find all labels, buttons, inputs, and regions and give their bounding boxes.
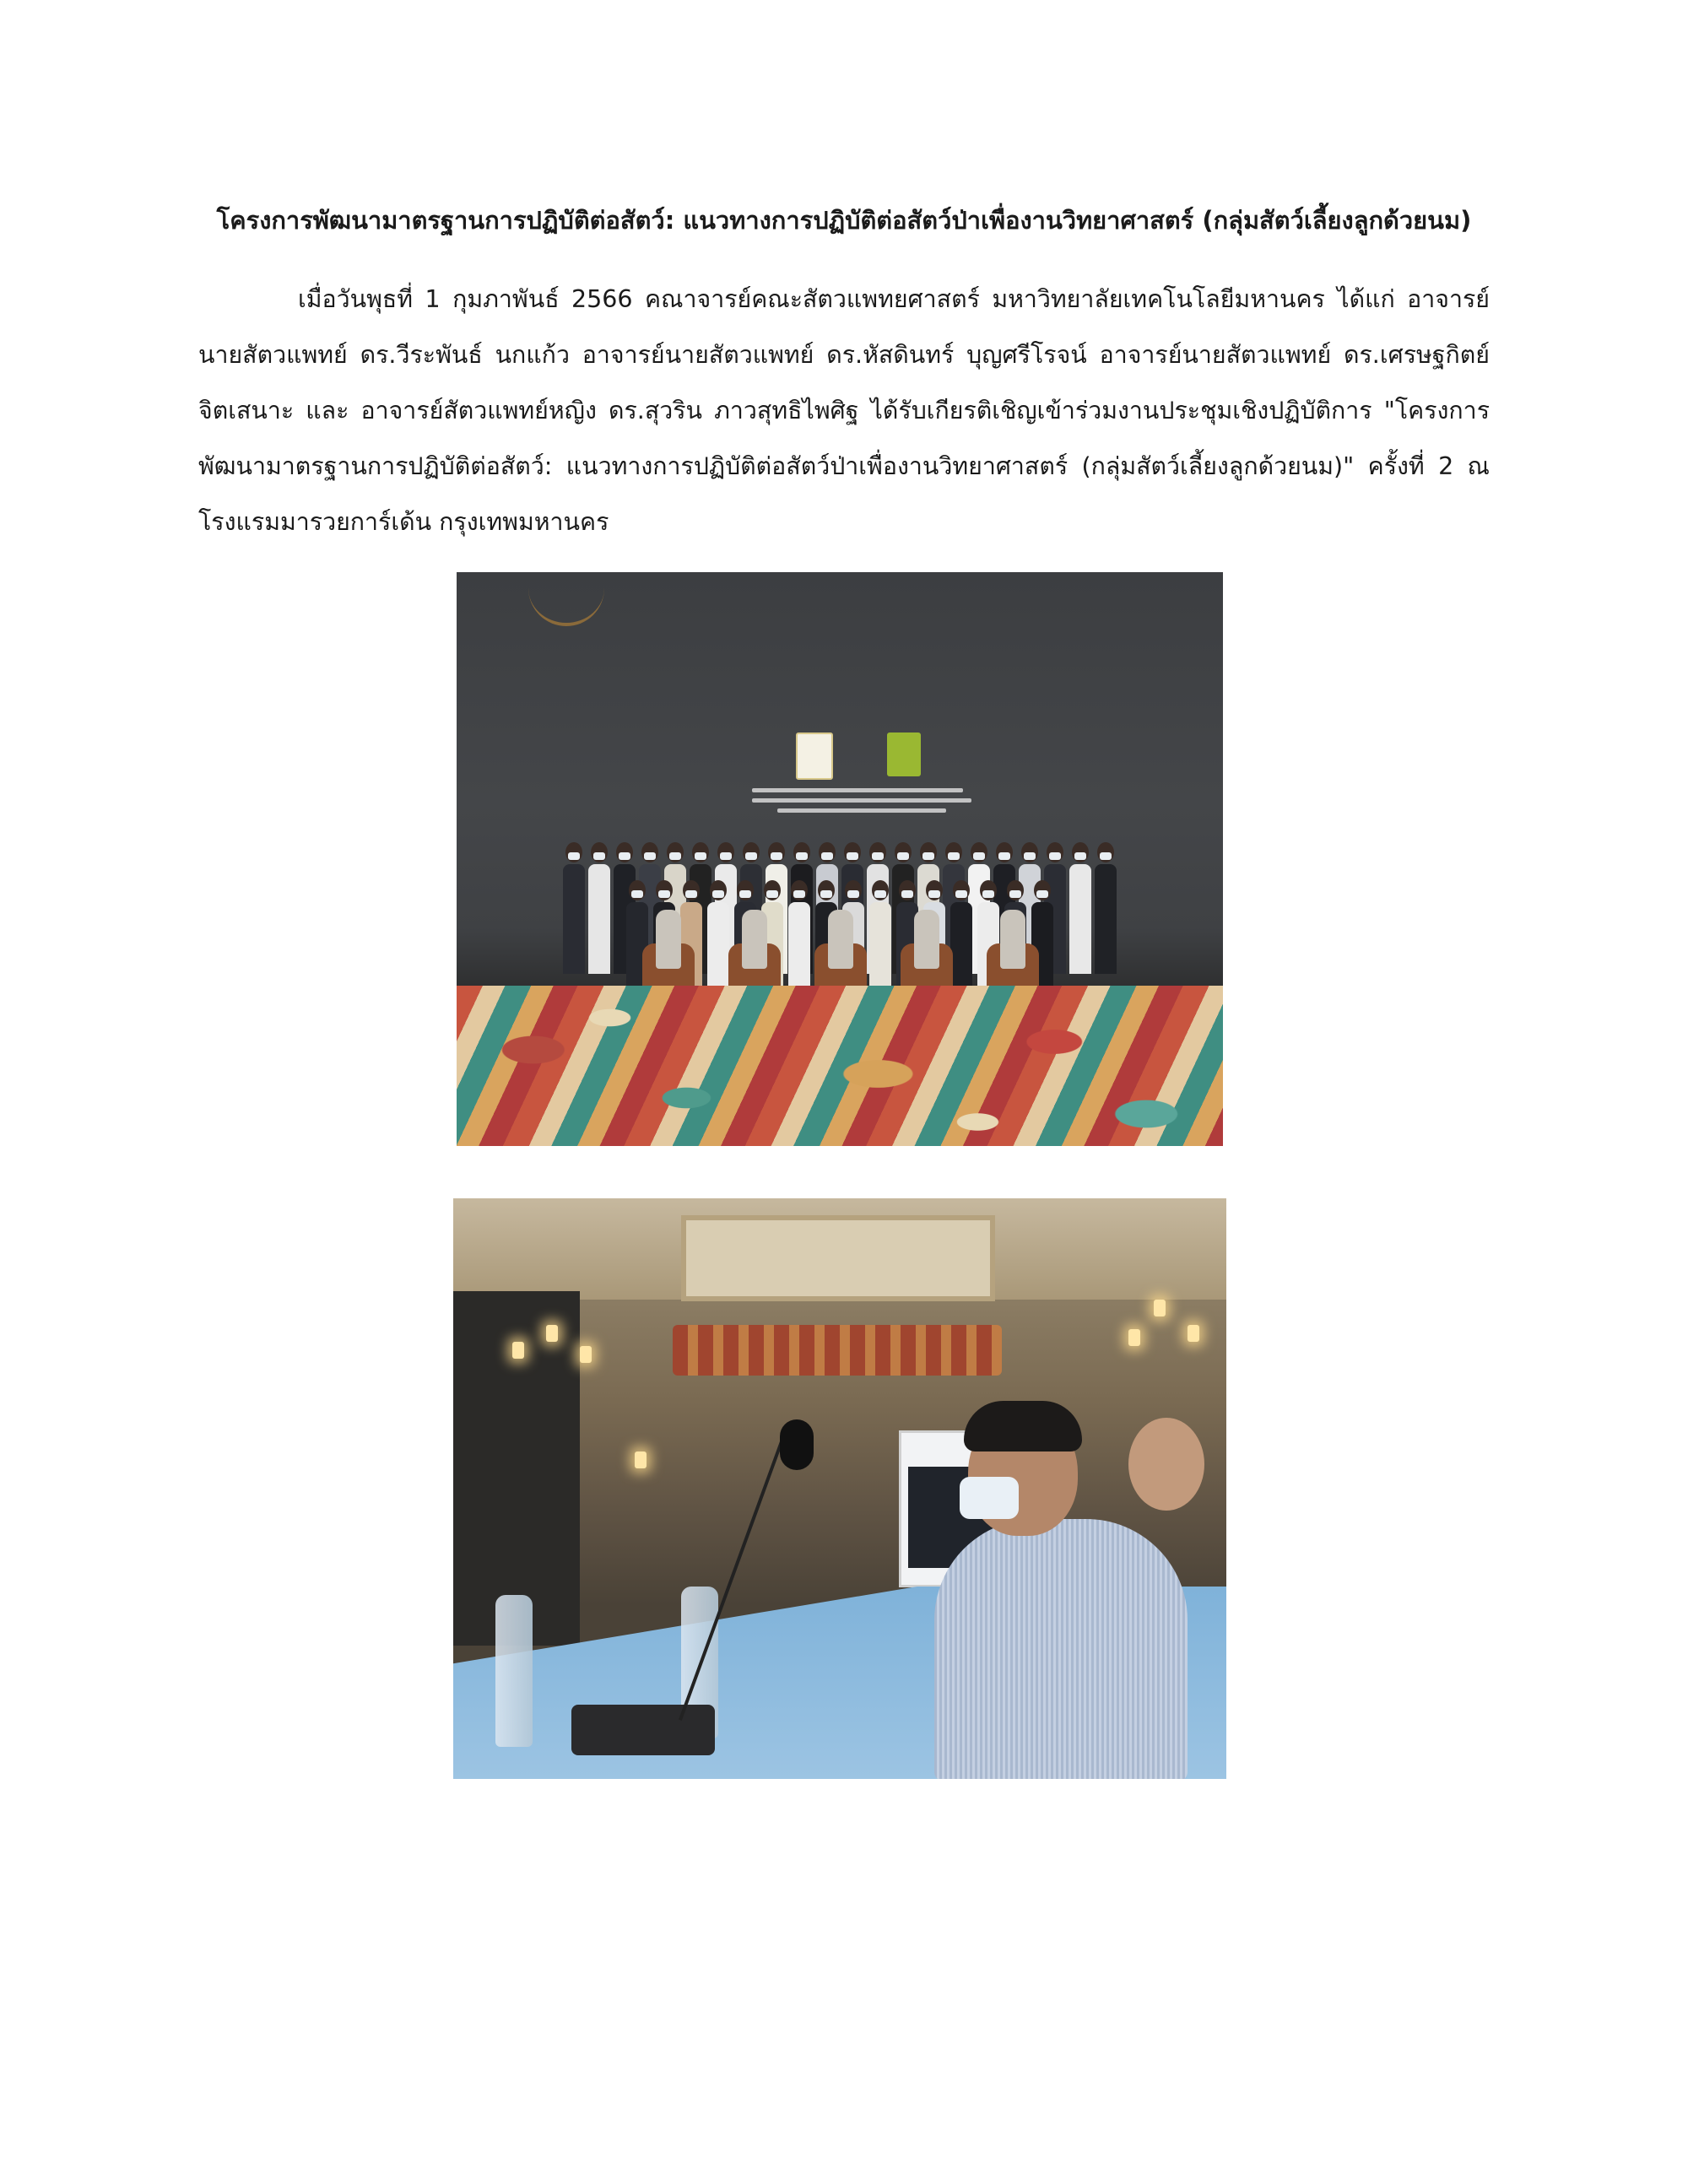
chandelier-light [1154,1300,1166,1316]
person-shirt [934,1519,1188,1779]
banner-line [777,808,946,813]
microphone-head [780,1419,814,1470]
person-hair [964,1401,1082,1451]
banner-line [752,798,971,803]
meeting-photo [453,1198,1226,1779]
chandelier-light [546,1325,558,1342]
face-mask [960,1477,1019,1519]
page-title: โครงการพัฒนามาตรฐานการปฏิบัติต่อสัตว์: แนวทางการปฏิบัติต่อสัตว์ป่าเพื่องานวิทยาศาสตร์ (กลุ่มสัตว์เลี้ยงลูกด้วยนม) [216,206,1472,235]
person-head [1128,1418,1204,1511]
wall-lamp [635,1451,647,1468]
water-bottle [495,1595,533,1747]
banner-logo-right [887,733,921,776]
chandelier-light [512,1342,524,1359]
banner-logo-left [796,733,833,780]
decorative-arch [673,1325,1002,1376]
banner-line [752,788,963,792]
event-banner [744,733,971,817]
chandelier-light [580,1346,592,1363]
chandelier-light [1128,1329,1140,1346]
ceiling [453,1198,1226,1300]
chandelier-light [1188,1325,1199,1342]
microphone-base [571,1705,715,1755]
ceiling-recess [681,1215,995,1301]
body-paragraph: เมื่อวันพุธที่ 1 กุมภาพันธ์ 2566 คณาจารย์คณะสัตวแพทยศาสตร์ มหาวิทยาลัยเทคโนโลยีมหานคร ได้แก่ อาจารย์นายสัตวแพทย์ ดร.วีระพันธ์ นกแก้ว อาจารย์นายสัตวแพทย์ ดร.หัสดินทร์ บุญศรีโรจน์ อาจารย์นายสัตวแพทย์ ดร.เศรษฐกิตย์ จิตเสนาะ และ อาจารย์สัตวแพทย์หญิง ดร.สุวริน ภาวสุทธิไพศิฐ ได้รับเกียรติเชิญเข้าร่วมงานประชุมเชิงปฏิบัติการ "โครงการพัฒนามาตรฐานการปฏิบัติต่อสัตว์: แนวทางการปฏิบัติต่อสัตว์ป่าเพื่องานวิทยาศาสตร์ (กลุ่มสัตว์เลี้ยงลูกด้วยนม)" ครั้งที่ 2 ณ โรงแรมมารวยการ์เด้น กรุงเทพมหานคร [198,285,1490,536]
chandelier [528,572,604,626]
carpet [457,986,1223,1146]
group-photo [457,572,1223,1146]
